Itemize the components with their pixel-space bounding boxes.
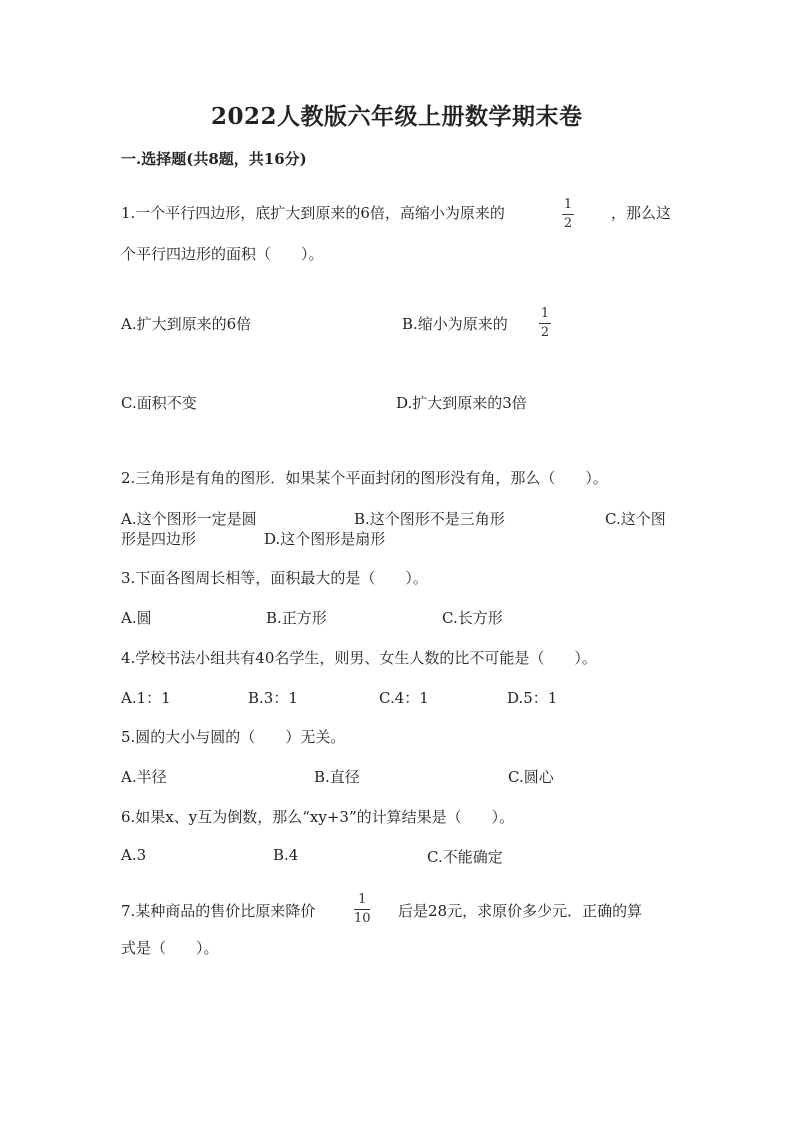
page-title: 2022人教版六年级上册数学期末卷 <box>211 103 583 130</box>
fraction-numerator: 1 <box>563 197 573 212</box>
question-3-option-b[interactable]: B.正方形 <box>266 609 327 627</box>
question-1-option-b-fraction <box>539 307 551 340</box>
question-1-stem: 1.一个平行四边形，底扩大到原来的6倍，高缩小为原来的 <box>121 204 505 222</box>
question-1-option-c[interactable]: C.面积不变 <box>121 394 197 412</box>
question-2-option-c-wrap[interactable]: 形是四边形 <box>121 530 197 548</box>
question-6-stem: 6.如果x、y互为倒数，那么“xy+3”的计算结果是（ ）。 <box>121 808 515 826</box>
question-1-fraction <box>562 198 574 231</box>
question-7-stem-end: 后是28元，求原价多少元．正确的算 <box>398 902 643 920</box>
fraction-bar <box>562 214 574 215</box>
question-4-option-a[interactable]: A.1：1 <box>121 689 171 707</box>
question-3-option-c[interactable]: C.长方形 <box>442 609 503 627</box>
question-6-option-a[interactable]: A.3 <box>121 846 147 864</box>
question-4-stem: 4.学校书法小组共有40名学生，则男、女生人数的比不可能是（ ）。 <box>121 649 597 667</box>
fraction-denominator: 2 <box>563 216 573 231</box>
fraction-bar <box>354 909 370 910</box>
question-2-stem: 2.三角形是有角的图形．如果某个平面封闭的图形没有角，那么（ ）。 <box>121 469 608 487</box>
question-7-fraction <box>354 893 371 926</box>
question-1-option-a[interactable]: A.扩大到原来的6倍 <box>121 315 252 333</box>
fraction-denominator: 2 <box>540 325 550 340</box>
question-2-option-b[interactable]: B.这个图形不是三角形 <box>354 510 505 528</box>
question-4-option-c[interactable]: C.4：1 <box>379 689 429 707</box>
question-4-option-d[interactable]: D.5：1 <box>507 689 558 707</box>
question-1-option-b[interactable]: B.缩小为原来的 <box>402 315 508 333</box>
question-6-option-b[interactable]: B.4 <box>273 846 299 864</box>
question-5-stem: 5.圆的大小与圆的（ ）无关。 <box>121 728 346 746</box>
question-5-option-b[interactable]: B.直径 <box>314 768 360 786</box>
question-7-stem: 7.某种商品的售价比原来降价 <box>121 902 316 920</box>
question-5-option-c[interactable]: C.圆心 <box>508 768 554 786</box>
question-6-option-c[interactable]: C.不能确定 <box>427 848 503 866</box>
question-2-option-c[interactable]: C.这个图 <box>605 510 666 528</box>
question-5-option-a[interactable]: A.半径 <box>121 768 167 786</box>
fraction-bar <box>539 323 551 324</box>
question-1-option-d[interactable]: D.扩大到原来的3倍 <box>396 394 527 412</box>
fraction-denominator: 10 <box>354 911 371 926</box>
question-3-stem: 3.下面各图周长相等，面积最大的是（ ）。 <box>121 569 428 587</box>
question-7-stem-line2: 式是（ ）。 <box>121 939 219 957</box>
fraction-numerator: 1 <box>358 892 367 907</box>
question-4-option-b[interactable]: B.3：1 <box>248 689 298 707</box>
question-1-stem-end: ，那么这 <box>611 204 672 222</box>
question-2-option-a[interactable]: A.这个图形一定是圆 <box>121 510 257 528</box>
question-2-option-d[interactable]: D.这个图形是扇形 <box>264 530 386 548</box>
question-3-option-a[interactable]: A.圆 <box>121 609 152 627</box>
section-heading: 一.选择题(共8题，共16分) <box>121 150 307 168</box>
fraction-numerator: 1 <box>540 306 550 321</box>
question-1-stem-line2: 个平行四边形的面积（ ）。 <box>121 245 324 263</box>
